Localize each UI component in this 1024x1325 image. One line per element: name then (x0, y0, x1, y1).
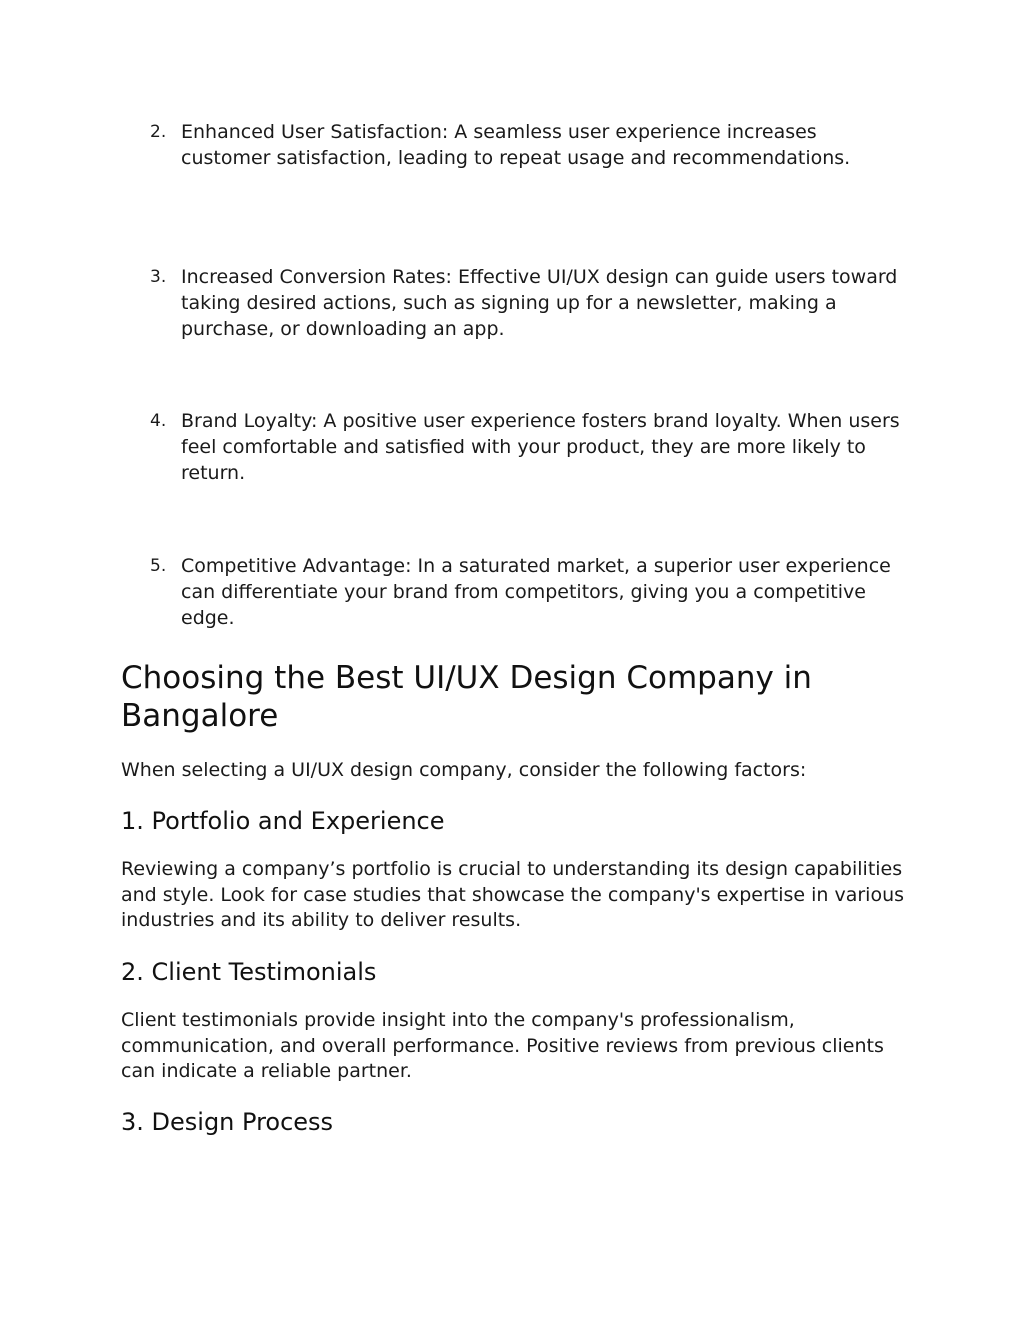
section-heading: Choosing the Best UI/UX Design Company in Bangalore (121, 660, 812, 734)
list-number: 4. (150, 411, 167, 431)
list-text: Brand Loyalty: A positive user experience fosters brand loyalty. When users feel comfortable and satisfied with your product, they are more likely to return. (181, 410, 900, 484)
list-text: Increased Conversion Rates: Effective UI/UX design can guide users toward taking desired actions, such as signing up for a newsletter, making a purchase, or downloading an app. (181, 266, 898, 340)
list-text: Enhanced User Satisfaction: A seamless user experience increases customer satisfaction, leading to repeat usage and recommendations. (181, 121, 851, 169)
list-number: 5. (150, 556, 167, 576)
subsection-body-portfolio: Reviewing a company’s portfolio is crucial to understanding its design capabilities and style. Look for case studies that showcase the company's expertise in various industries and its ability to deliver results. (121, 858, 905, 931)
subsection-heading-testimonials: 2. Client Testimonials (121, 958, 377, 986)
subsection-heading-design-process: 3. Design Process (121, 1108, 334, 1136)
list-number: 2. (150, 122, 167, 142)
section-intro: When selecting a UI/UX design company, consider the following factors: (121, 759, 807, 781)
list-number: 3. (150, 267, 167, 287)
subsection-heading-portfolio: 1. Portfolio and Experience (121, 807, 445, 835)
list-text: Competitive Advantage: In a saturated market, a superior user experience can differentiate your brand from competitors, giving you a competitive edge. (181, 555, 891, 629)
subsection-body-testimonials: Client testimonials provide insight into the company's professionalism, communication, and overall performance. Positive reviews from previous clients can indicate a reliable partner. (121, 1009, 884, 1082)
